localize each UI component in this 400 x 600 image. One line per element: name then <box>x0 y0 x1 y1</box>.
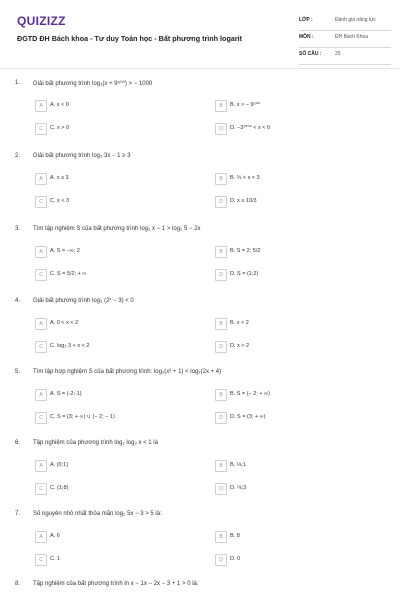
header-divider <box>0 68 400 69</box>
question-text: Giải bất phương trình log₃(x + 9⁵⁰⁰) > − 1000 <box>33 81 153 87</box>
option-text: B. x > − 9⁵⁰⁰ <box>230 102 261 108</box>
meta-subject-row <box>299 31 391 48</box>
option-text: D. x ≥ 10/3 <box>230 198 257 204</box>
option-text: D. 0 <box>230 556 241 562</box>
option-text: A. x ≥ 3 <box>50 175 69 181</box>
option-letter: B <box>215 531 227 543</box>
option-letter: C <box>35 554 47 566</box>
option-letter: A <box>35 389 47 401</box>
option-letter: A <box>35 531 47 543</box>
quizizz-logo: QUIZIZZ <box>17 14 66 28</box>
option-letter: D <box>215 123 227 135</box>
meta-subject-label: MÔN : <box>299 34 314 40</box>
option-text: B. x < 2 <box>230 320 249 326</box>
meta-count-row <box>299 48 391 65</box>
option-letter: D <box>215 269 227 281</box>
meta-subject-value: ĐH Bách Khoa <box>335 34 369 40</box>
option-text: D. −3¹⁰⁰⁰ < x < 0 <box>230 125 271 131</box>
worksheet-title: ĐGTD ĐH Bách khoa - Tư duy Toán học - Bất phương trình logarit <box>17 34 243 43</box>
question-6 <box>0 440 400 514</box>
option-text: B. ⅓ < x < 3 <box>230 175 260 181</box>
option-text: D. S = (1;2) <box>230 271 259 277</box>
question-8 <box>0 581 400 600</box>
question-number: 1. <box>15 80 21 86</box>
question-number: 8. <box>15 581 21 587</box>
option-text: A. 6 <box>50 533 60 539</box>
option-text: A. S = −∞; 2 <box>50 248 80 254</box>
meta-class-value: Đánh giá năng lực <box>335 17 376 23</box>
question-text: Tập nghiệm của bất phương trình ln x − 1x − 2x − 3 + 1 > 0 là: <box>33 581 199 587</box>
option-text: A. 0 < x < 2 <box>50 320 79 326</box>
option-text: A. S = (-2;-1) <box>50 391 82 397</box>
option-text: D. x > 2 <box>230 343 250 349</box>
option-text: D. S = (3; + ∞) <box>230 414 266 420</box>
question-1 <box>0 80 400 154</box>
option-letter: C <box>35 123 47 135</box>
option-text: C. log₂ 3 < x < 2 <box>50 343 90 349</box>
option-letter: A <box>35 100 47 112</box>
option-text: C. S = 5/2; + ∞ <box>50 271 87 277</box>
option-letter: D <box>215 341 227 353</box>
option-text: C. x > 0 <box>50 125 70 131</box>
question-2 <box>0 153 400 227</box>
option-letter: C <box>35 412 47 424</box>
option-text: C. 1 <box>50 556 61 562</box>
option-letter: B <box>215 389 227 401</box>
question-number: 3. <box>15 226 21 232</box>
worksheet-meta <box>299 14 391 65</box>
option-text: A. (0;1) <box>50 462 69 468</box>
option-letter: C <box>35 269 47 281</box>
option-letter: A <box>35 246 47 258</box>
question-5 <box>0 369 400 443</box>
question-number: 2. <box>15 153 21 159</box>
meta-class-label: LỚP : <box>299 17 313 23</box>
meta-count-label: SỐ CÂU : <box>299 51 322 57</box>
question-3 <box>0 226 400 300</box>
option-text: C. x < 3 <box>50 198 70 204</box>
option-letter: B <box>215 246 227 258</box>
option-letter: A <box>35 173 47 185</box>
question-7 <box>0 511 400 585</box>
option-letter: D <box>215 196 227 208</box>
option-letter: B <box>215 100 227 112</box>
option-letter: C <box>35 483 47 495</box>
option-text: D. ⅛;3 <box>230 485 247 491</box>
option-letter: B <box>215 318 227 330</box>
option-text: B. S = (− 2; + ∞) <box>230 391 270 397</box>
question-number: 7. <box>15 511 21 517</box>
question-text: Tìm tập hợp nghiệm S của bất phương trình: log₂(x² + 1) < log₂(2x + 4) <box>33 369 222 375</box>
option-letter: D <box>215 554 227 566</box>
question-text: Giải bất phương trình log₃ (2ˣ − 3) < 0 <box>33 298 134 304</box>
meta-count-value: 25 <box>335 51 341 57</box>
option-letter: D <box>215 412 227 424</box>
question-number: 4. <box>15 298 21 304</box>
worksheet-header <box>0 0 400 70</box>
option-letter: A <box>35 460 47 472</box>
option-letter: A <box>35 318 47 330</box>
question-text: Tìm tập nghiệm S của bất phương trình log₂ x − 1 > log₂ 5 − 2x <box>33 226 201 232</box>
option-text: C. S = (3; + ∞) ∪ (− 2; − 1) <box>50 414 115 420</box>
option-letter: D <box>215 483 227 495</box>
option-text: B. ⅛;1 <box>230 462 246 468</box>
question-number: 5. <box>15 369 21 375</box>
meta-class-row <box>299 14 391 31</box>
option-text: B. S = 2; 5/2 <box>230 248 261 254</box>
option-letter: C <box>35 341 47 353</box>
question-text: Tập nghiệm của phương trình log₂ log₃ x < 1 là <box>33 440 158 446</box>
question-text: Số nguyên nhỏ nhất thỏa mãn log₂ 5x − 3 > 5 là: <box>33 511 162 517</box>
option-letter: C <box>35 196 47 208</box>
option-letter: B <box>215 173 227 185</box>
option-text: A. x < 0 <box>50 102 69 108</box>
option-letter: B <box>215 460 227 472</box>
option-text: C. (1;8) <box>50 485 69 491</box>
question-text: Giải bất phương trình log₂ 3x − 1 ≥ 3 <box>33 153 131 159</box>
question-4 <box>0 298 400 372</box>
option-text: B. 8 <box>230 533 240 539</box>
question-number: 6. <box>15 440 21 446</box>
